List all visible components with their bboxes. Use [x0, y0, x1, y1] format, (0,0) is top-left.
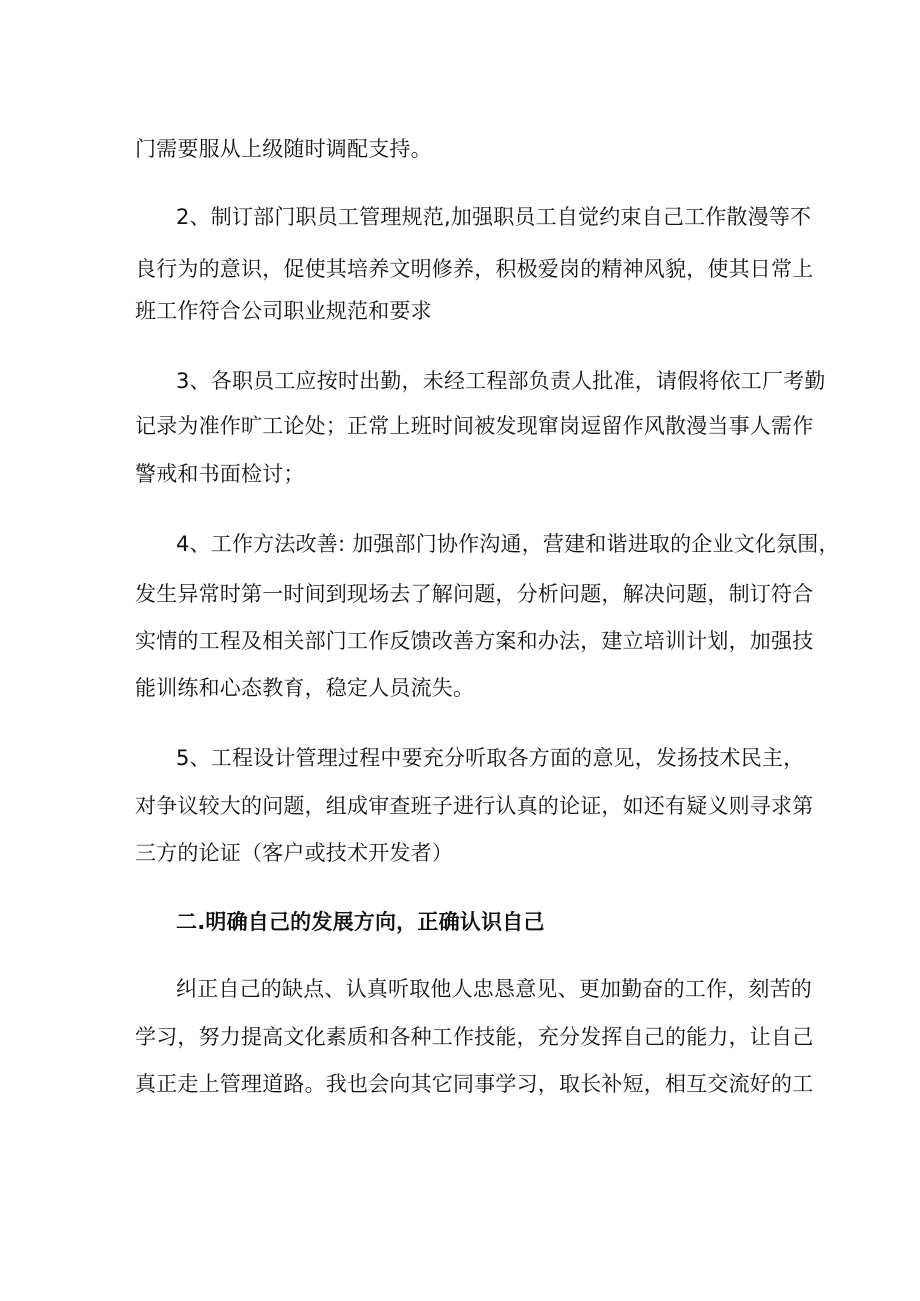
paragraph-item-2-line-1: 2、制订部门职员工管理规范,加强职员工自觉约束自己工作散漫等不: [176, 205, 812, 229]
paragraph-item-5-line-2: 对争议较大的问题，组成审查班子进行认真的论证，如还有疑义则寻求第: [135, 794, 814, 818]
paragraph-self-line-3: 真正走上管理道路。我也会向其它同事学习，取长补短，相互交流好的工: [135, 1072, 814, 1096]
paragraph-item-4-line-4: 能训练和心态教育，稳定人员流失。: [135, 676, 475, 700]
paragraph-item-2-line-2: 良行为的意识，促使其培养文明修养，积极爱岗的精神风貌，使其日常上: [135, 257, 814, 281]
paragraph-item-4-line-3: 实情的工程及相关部门工作反馈改善方案和办法，建立培训计划，加强技: [135, 629, 814, 653]
paragraph-item-3-line-3: 警戒和书面检讨；: [135, 462, 305, 486]
paragraph-item-4-line-1: 4、工作方法改善: 加强部门协作沟通，营建和谐进取的企业文化氛围，: [176, 532, 840, 556]
paragraph-item-4-line-2: 发生异常时第一时间到现场去了解问题，分析问题，解决问题，制订符合: [135, 582, 814, 606]
paragraph-continuation: 门需要服从上级随时调配支持。: [135, 137, 432, 161]
paragraph-self-line-1: 纠正自己的缺点、认真听取他人忠恳意见、更加勤奋的工作，刻苦的: [176, 977, 812, 1001]
paragraph-item-2-line-3: 班工作符合公司职业规范和要求: [135, 299, 432, 323]
paragraph-item-3-line-2: 记录为准作旷工论处；正常上班时间被发现窜岗逗留作风散漫当事人需作: [135, 414, 814, 438]
paragraph-item-5-line-3: 三方的论证（客户或技术开发者）: [135, 841, 453, 865]
paragraph-item-5-line-1: 5、工程设计管理过程中要充分听取各方面的意见，发扬技术民主，: [176, 746, 805, 770]
paragraph-item-3-line-1: 3、各职员工应按时出勤，未经工程部负责人批准，请假将依工厂考勤: [176, 369, 826, 393]
paragraph-self-line-2: 学习，努力提高文化素质和各种工作技能，充分发挥自己的能力，让自己: [135, 1025, 814, 1049]
section-heading: 二.明确自己的发展方向，正确认识自己: [176, 910, 545, 934]
